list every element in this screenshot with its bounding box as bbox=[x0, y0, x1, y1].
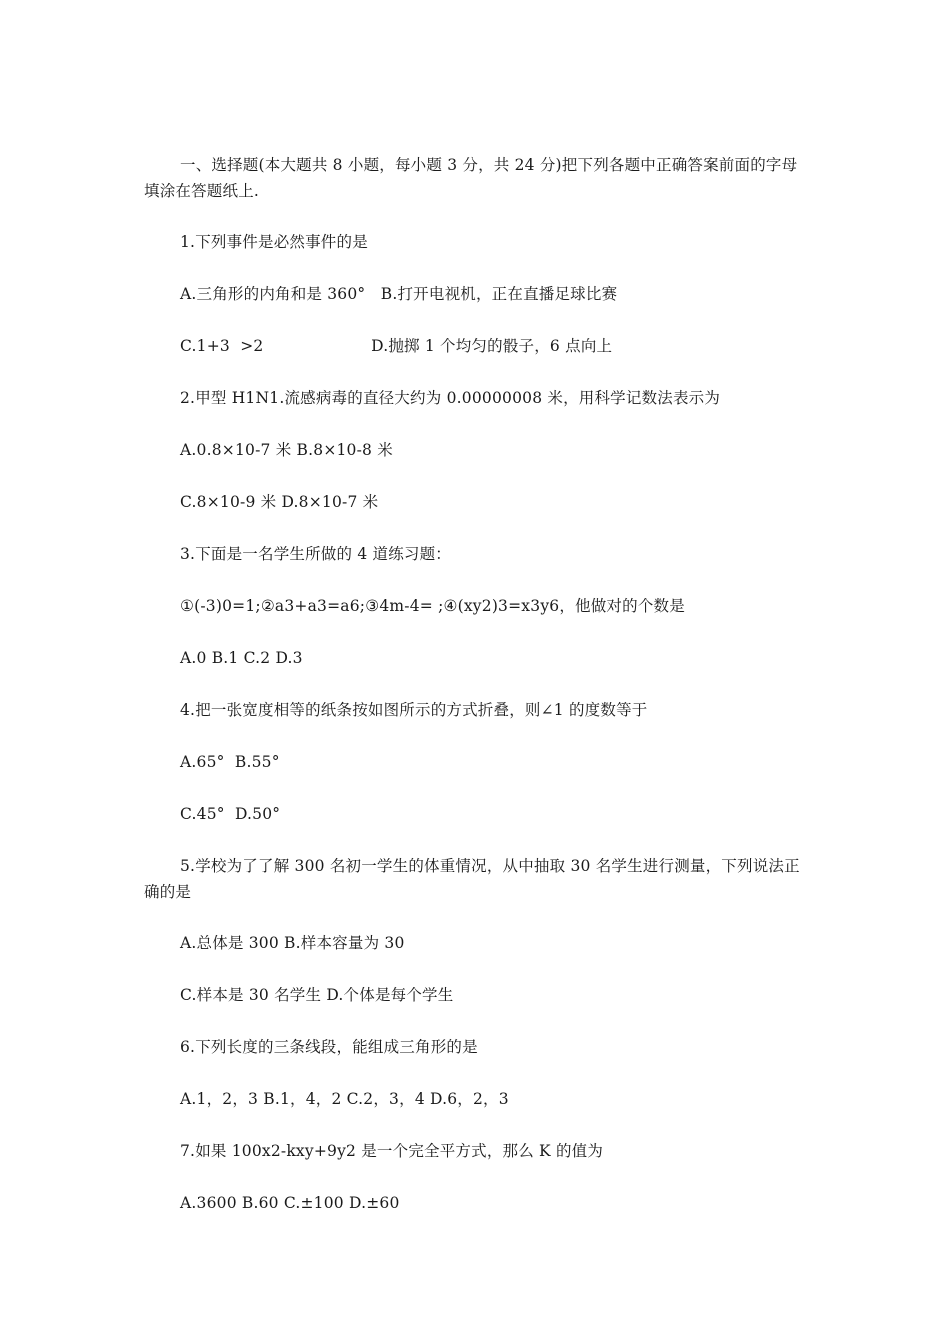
question-4-stem: 4.把一张宽度相等的纸条按如图所示的方式折叠，则∠1 的度数等于 bbox=[180, 701, 648, 719]
question-5-options-cd: C.样本是 30 名学生 D.个体是每个学生 bbox=[180, 986, 454, 1004]
question-2-options-cd: C.8×10-9 米 D.8×10-7 米 bbox=[180, 493, 379, 511]
question-1-stem: 1.下列事件是必然事件的是 bbox=[180, 233, 368, 251]
question-2-stem: 2.甲型 H1N1.流感病毒的直径大约为 0.00000008 米，用科学记数法表示为 bbox=[180, 389, 721, 407]
question-3-exercises: ①(-3)0=1;②a3+a3=a6;③4m-4= ;④(xy2)3=x3y6，他做对的个数是 bbox=[180, 597, 685, 615]
question-7-stem: 7.如果 100x2-kxy+9y2 是一个完全平方式，那么 K 的值为 bbox=[180, 1142, 604, 1160]
question-6-options: A.1，2，3 B.1，4，2 C.2，3，4 D.6，2，3 bbox=[180, 1090, 509, 1108]
question-6-stem: 6.下列长度的三条线段，能组成三角形的是 bbox=[180, 1038, 478, 1056]
question-1-options-ab: A.三角形的内角和是 360° B.打开电视机，正在直播足球比赛 bbox=[180, 285, 618, 303]
section-intro: 一、选择题(本大题共 8 小题，每小题 3 分，共 24 分)把下列各题中正确答案前面的字母填涂在答题纸上. bbox=[144, 156, 798, 200]
question-4-options-cd: C.45° D.50° bbox=[180, 805, 281, 823]
question-1-options-cd: C.1+3 >2 D.抛掷 1 个均匀的骰子，6 点向上 bbox=[180, 337, 613, 355]
question-7-options: A.3600 B.60 C.±100 D.±60 bbox=[180, 1194, 400, 1212]
question-3-options: A.0 B.1 C.2 D.3 bbox=[180, 649, 303, 667]
question-3-stem: 3.下面是一名学生所做的 4 道练习题： bbox=[180, 545, 452, 563]
question-5-stem: 5.学校为了了解 300 名初一学生的体重情况，从中抽取 30 名学生进行测量，下列说法正确的是 bbox=[144, 857, 800, 901]
question-5-options-ab: A.总体是 300 B.样本容量为 30 bbox=[180, 934, 405, 952]
question-2-options-ab: A.0.8×10-7 米 B.8×10-8 米 bbox=[180, 441, 393, 459]
question-4-options-ab: A.65° B.55° bbox=[180, 753, 280, 771]
